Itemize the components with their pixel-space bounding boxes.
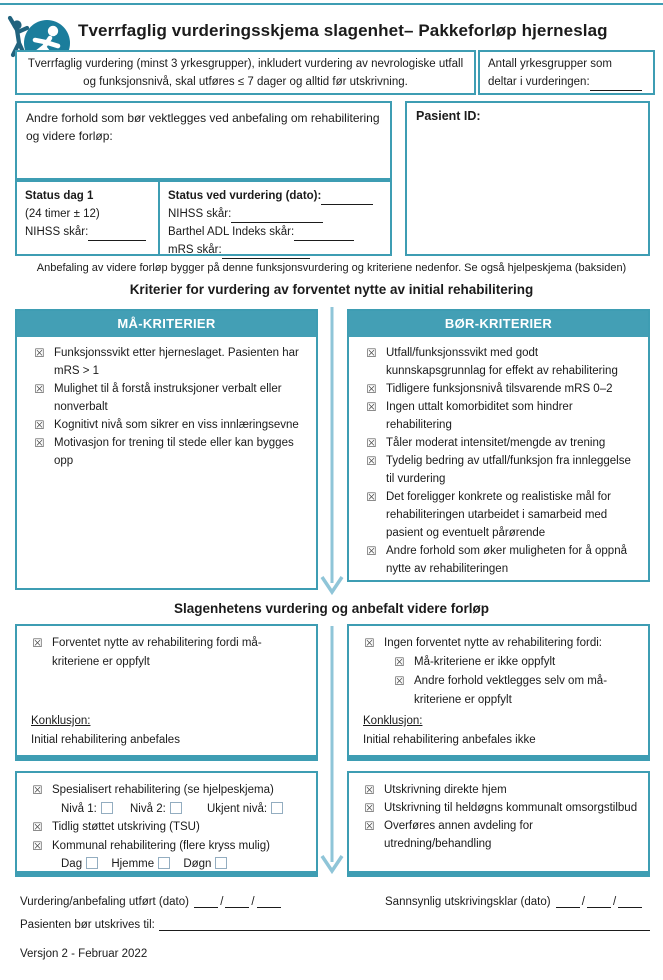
konklusjon-text: Initial rehabilitering anbefales ikke [363, 734, 536, 746]
list-item: ☒ Tåler moderat intensitet/mengde av trening [366, 436, 606, 450]
andre-forhold-label: Andre forhold som bør vektlegges ved anbefaling om rehabilitering og videre forløp: [26, 111, 380, 143]
list-item: ☒ Utskrivning direkte hjem [364, 783, 507, 797]
mrs-label: mRS skår: [168, 244, 222, 256]
list-item: ☒ Spesialisert rehabilitering (se hjelpeskjema) [32, 783, 274, 797]
list-item: ☒ Mulighet til å forstå instruksjoner verbalt eller nonverbalt [34, 382, 282, 413]
utskrivingsklar-ar-field[interactable] [618, 895, 642, 908]
status-vurdering-cell [160, 182, 390, 254]
dag-label: Dag [61, 858, 83, 870]
niva-row [61, 800, 308, 819]
vurdering-utfort-label: Vurdering/anbefaling utført (dato) [20, 896, 189, 908]
konklusjon-text: Initial rehabilitering anbefales [31, 734, 180, 746]
checkbox-x-icon: ☒ [364, 636, 375, 650]
vurdering-dato-field[interactable] [321, 191, 373, 205]
checkbox-x-icon: ☒ [32, 838, 43, 853]
requirement-box [15, 50, 476, 95]
list-item: ☒ Forventet nytte av rehabilitering fordi må-kriteriene er oppfylt [32, 636, 262, 668]
niva1-checkbox[interactable] [101, 802, 113, 814]
note-text: Anbefaling av videre forløp bygger på denne funksjonsvurdering og kriteriene nedenfor. Se også hjelpeskjema (baksiden) [36, 262, 627, 274]
niva1-label: Nivå 1: [61, 802, 97, 815]
andre-forhold-box[interactable] [15, 101, 392, 180]
checkbox-x-icon: ☒ [366, 346, 377, 360]
hjemme-label: Hjemme [111, 858, 155, 870]
bor-kriterier-title: BØR-KRITERIER [349, 311, 648, 337]
utskrives-til-label: Pasienten bør utskrives til: [20, 919, 155, 931]
checkbox-x-icon: ☒ [364, 783, 375, 797]
top-rule [0, 3, 663, 5]
utfort-ar-field[interactable] [257, 895, 281, 908]
list-item: ☒ Det foreligger konkrete og realistiske mål for rehabiliteringen utarbeidet i samarbeid med pasient og eventuelt pårørende [366, 490, 611, 539]
list-item: ☒ Ingen uttalt komorbiditet som hindrer rehabilitering [366, 400, 573, 431]
niva2-label: Nivå 2: [130, 802, 166, 815]
list-item: ☒ Må-kriteriene er ikke oppfylt [394, 655, 556, 669]
status-row [15, 180, 392, 256]
list-item: ☒ Motivasjon for trening til stede eller kan bygges opp [34, 436, 294, 467]
ingen-forventet-nytte-box [347, 624, 650, 761]
antall-yrkesgrupper-field[interactable] [590, 77, 642, 91]
utskrivingsklar-label: Sannsynlig utskrivingsklar (dato) [385, 896, 551, 908]
list-item: ☒ Kognitivt nivå som sikrer en viss innlæringsevne [34, 418, 299, 432]
status-dag1-cell [17, 182, 160, 254]
checkbox-x-icon: ☒ [366, 382, 377, 396]
ukjent-niva-checkbox[interactable] [271, 802, 283, 814]
bor-kriterier-box [347, 309, 650, 582]
checkbox-x-icon: ☒ [32, 820, 43, 834]
list-item: ☒ Ingen forventet nytte av rehabilitering fordi: [364, 636, 602, 650]
ingen-nytte-list [363, 634, 640, 710]
utfort-maned-field[interactable] [225, 895, 249, 908]
page-title: Tverrfaglig vurderingsskjema slagenhet– Pakkeforløp hjerneslag [78, 21, 608, 40]
checkbox-x-icon: ☒ [32, 636, 43, 650]
date-separator: / [251, 896, 255, 908]
date-separator: / [581, 896, 585, 908]
nihss-dag1-label: NIHSS skår: [25, 226, 89, 238]
checkbox-x-icon: ☒ [366, 400, 377, 414]
list-item: ☒ Tydelig bedring av utfall/funksjon fra innleggelse til vurdering [366, 454, 631, 485]
utskrivingsklar-row [385, 895, 644, 908]
checkbox-x-icon: ☒ [366, 436, 377, 450]
list-item: ☒ Funksjonssvikt etter hjerneslaget. Pasienten har mRS > 1 [34, 346, 299, 377]
checkbox-x-icon: ☒ [394, 674, 405, 688]
nihss-dag1-field[interactable] [88, 227, 146, 241]
checkbox-x-icon: ☒ [364, 801, 375, 815]
utskrivning-valg-box [347, 771, 650, 877]
down-arrow-icon [319, 307, 345, 597]
utskrives-til-row [20, 916, 650, 931]
forventet-nytte-box [15, 624, 318, 761]
konklusjon-label: Konklusjon: [363, 715, 423, 727]
utskrives-til-field[interactable] [159, 916, 650, 931]
checkbox-x-icon: ☒ [366, 490, 377, 504]
checkbox-x-icon: ☒ [34, 346, 45, 360]
status-vurdering-dato-label: Status ved vurdering (dato): [168, 190, 322, 202]
status-dag1-subtitle: (24 timer ± 12) [25, 208, 100, 220]
ma-kriterier-box [15, 309, 318, 590]
rehabilitering-valg-box [15, 771, 318, 877]
antall-line1: Antall yrkesgrupper som [488, 58, 612, 70]
niva2-checkbox[interactable] [170, 802, 182, 814]
antall-yrkesgrupper-box [478, 50, 655, 95]
list-item: ☒ Tidlig støttet utskriving (TSU) [32, 820, 200, 834]
dag-checkbox[interactable] [86, 857, 98, 869]
checkbox-x-icon: ☒ [366, 544, 377, 558]
checkbox-x-icon: ☒ [32, 783, 43, 797]
antall-line2: deltar i vurderingen: [488, 76, 590, 88]
status-dag1-title: Status dag 1 [25, 190, 94, 202]
list-item: ☒ Andre forhold som øker muligheten for å oppnå nytte av rehabiliteringen [366, 544, 627, 575]
list-item: ☒ Tidligere funksjonsnivå tilsvarende mRS 0–2 [366, 382, 613, 396]
checkbox-x-icon: ☒ [34, 436, 45, 450]
vurdering-heading: Slagenhetens vurdering og anbefalt videre forløp [173, 601, 490, 616]
hjemme-checkbox[interactable] [158, 857, 170, 869]
requirement-text: Tverrfaglig vurdering (minst 3 yrkesgrupper), inkludert vurdering av nevrologiske utfall og funksjonsnivå, skal utføres ≤ 7 dager og alltid før utskrivning. [27, 58, 464, 88]
ukjent-niva-label: Ukjent nivå: [207, 802, 268, 815]
nihss-vurdering-label: NIHSS skår: [168, 208, 232, 220]
checkbox-x-icon: ☒ [394, 655, 405, 669]
pasient-id-box[interactable] [405, 101, 650, 256]
dogn-checkbox[interactable] [215, 857, 227, 869]
date-separator: / [220, 896, 224, 908]
kommunal-row [61, 855, 308, 874]
konklusjon-block [31, 712, 308, 750]
list-item: ☒ Utskrivning til heldøgns kommunalt omsorgstilbud [364, 801, 638, 815]
konklusjon-block [363, 712, 640, 750]
checkbox-x-icon: ☒ [364, 819, 375, 833]
barthel-label: Barthel ADL Indeks skår: [168, 226, 295, 238]
ma-kriterier-title: MÅ-KRITERIER [17, 311, 316, 337]
dogn-label: Døgn [183, 858, 212, 870]
pasient-id-label: Pasient ID: [416, 109, 481, 123]
utskrivingsklar-maned-field[interactable] [587, 895, 611, 908]
checkbox-x-icon: ☒ [366, 454, 377, 468]
version-text: Versjon 2 - Februar 2022 [20, 948, 148, 960]
nihss-vurdering-field[interactable] [231, 209, 323, 223]
barthel-field[interactable] [294, 227, 354, 241]
list-item: ☒ Utfall/funksjonssvikt med godt kunnskapsgrunnlag for effekt av rehabilitering [366, 346, 618, 377]
down-arrow-icon [319, 626, 345, 876]
utfort-dag-field[interactable] [194, 895, 218, 908]
utskrivingsklar-dag-field[interactable] [556, 895, 580, 908]
vurdering-utfort-row [20, 895, 283, 908]
list-item: ☒ Kommunal rehabilitering (flere kryss mulig) [32, 838, 270, 853]
date-separator: / [612, 896, 617, 908]
mrs-field[interactable] [222, 245, 310, 259]
konklusjon-label: Konklusjon: [31, 715, 91, 727]
checkbox-x-icon: ☒ [34, 418, 45, 432]
list-item: ☒ Andre forhold vektlegges selv om må-kriteriene er oppfylt [394, 674, 608, 706]
checkbox-x-icon: ☒ [34, 382, 45, 396]
kriterier-heading: Kriterier for vurdering av forventet nytte av initial rehabilitering [129, 282, 534, 297]
list-item: ☒ Overføres annen avdeling for utredning/behandling [364, 819, 533, 850]
